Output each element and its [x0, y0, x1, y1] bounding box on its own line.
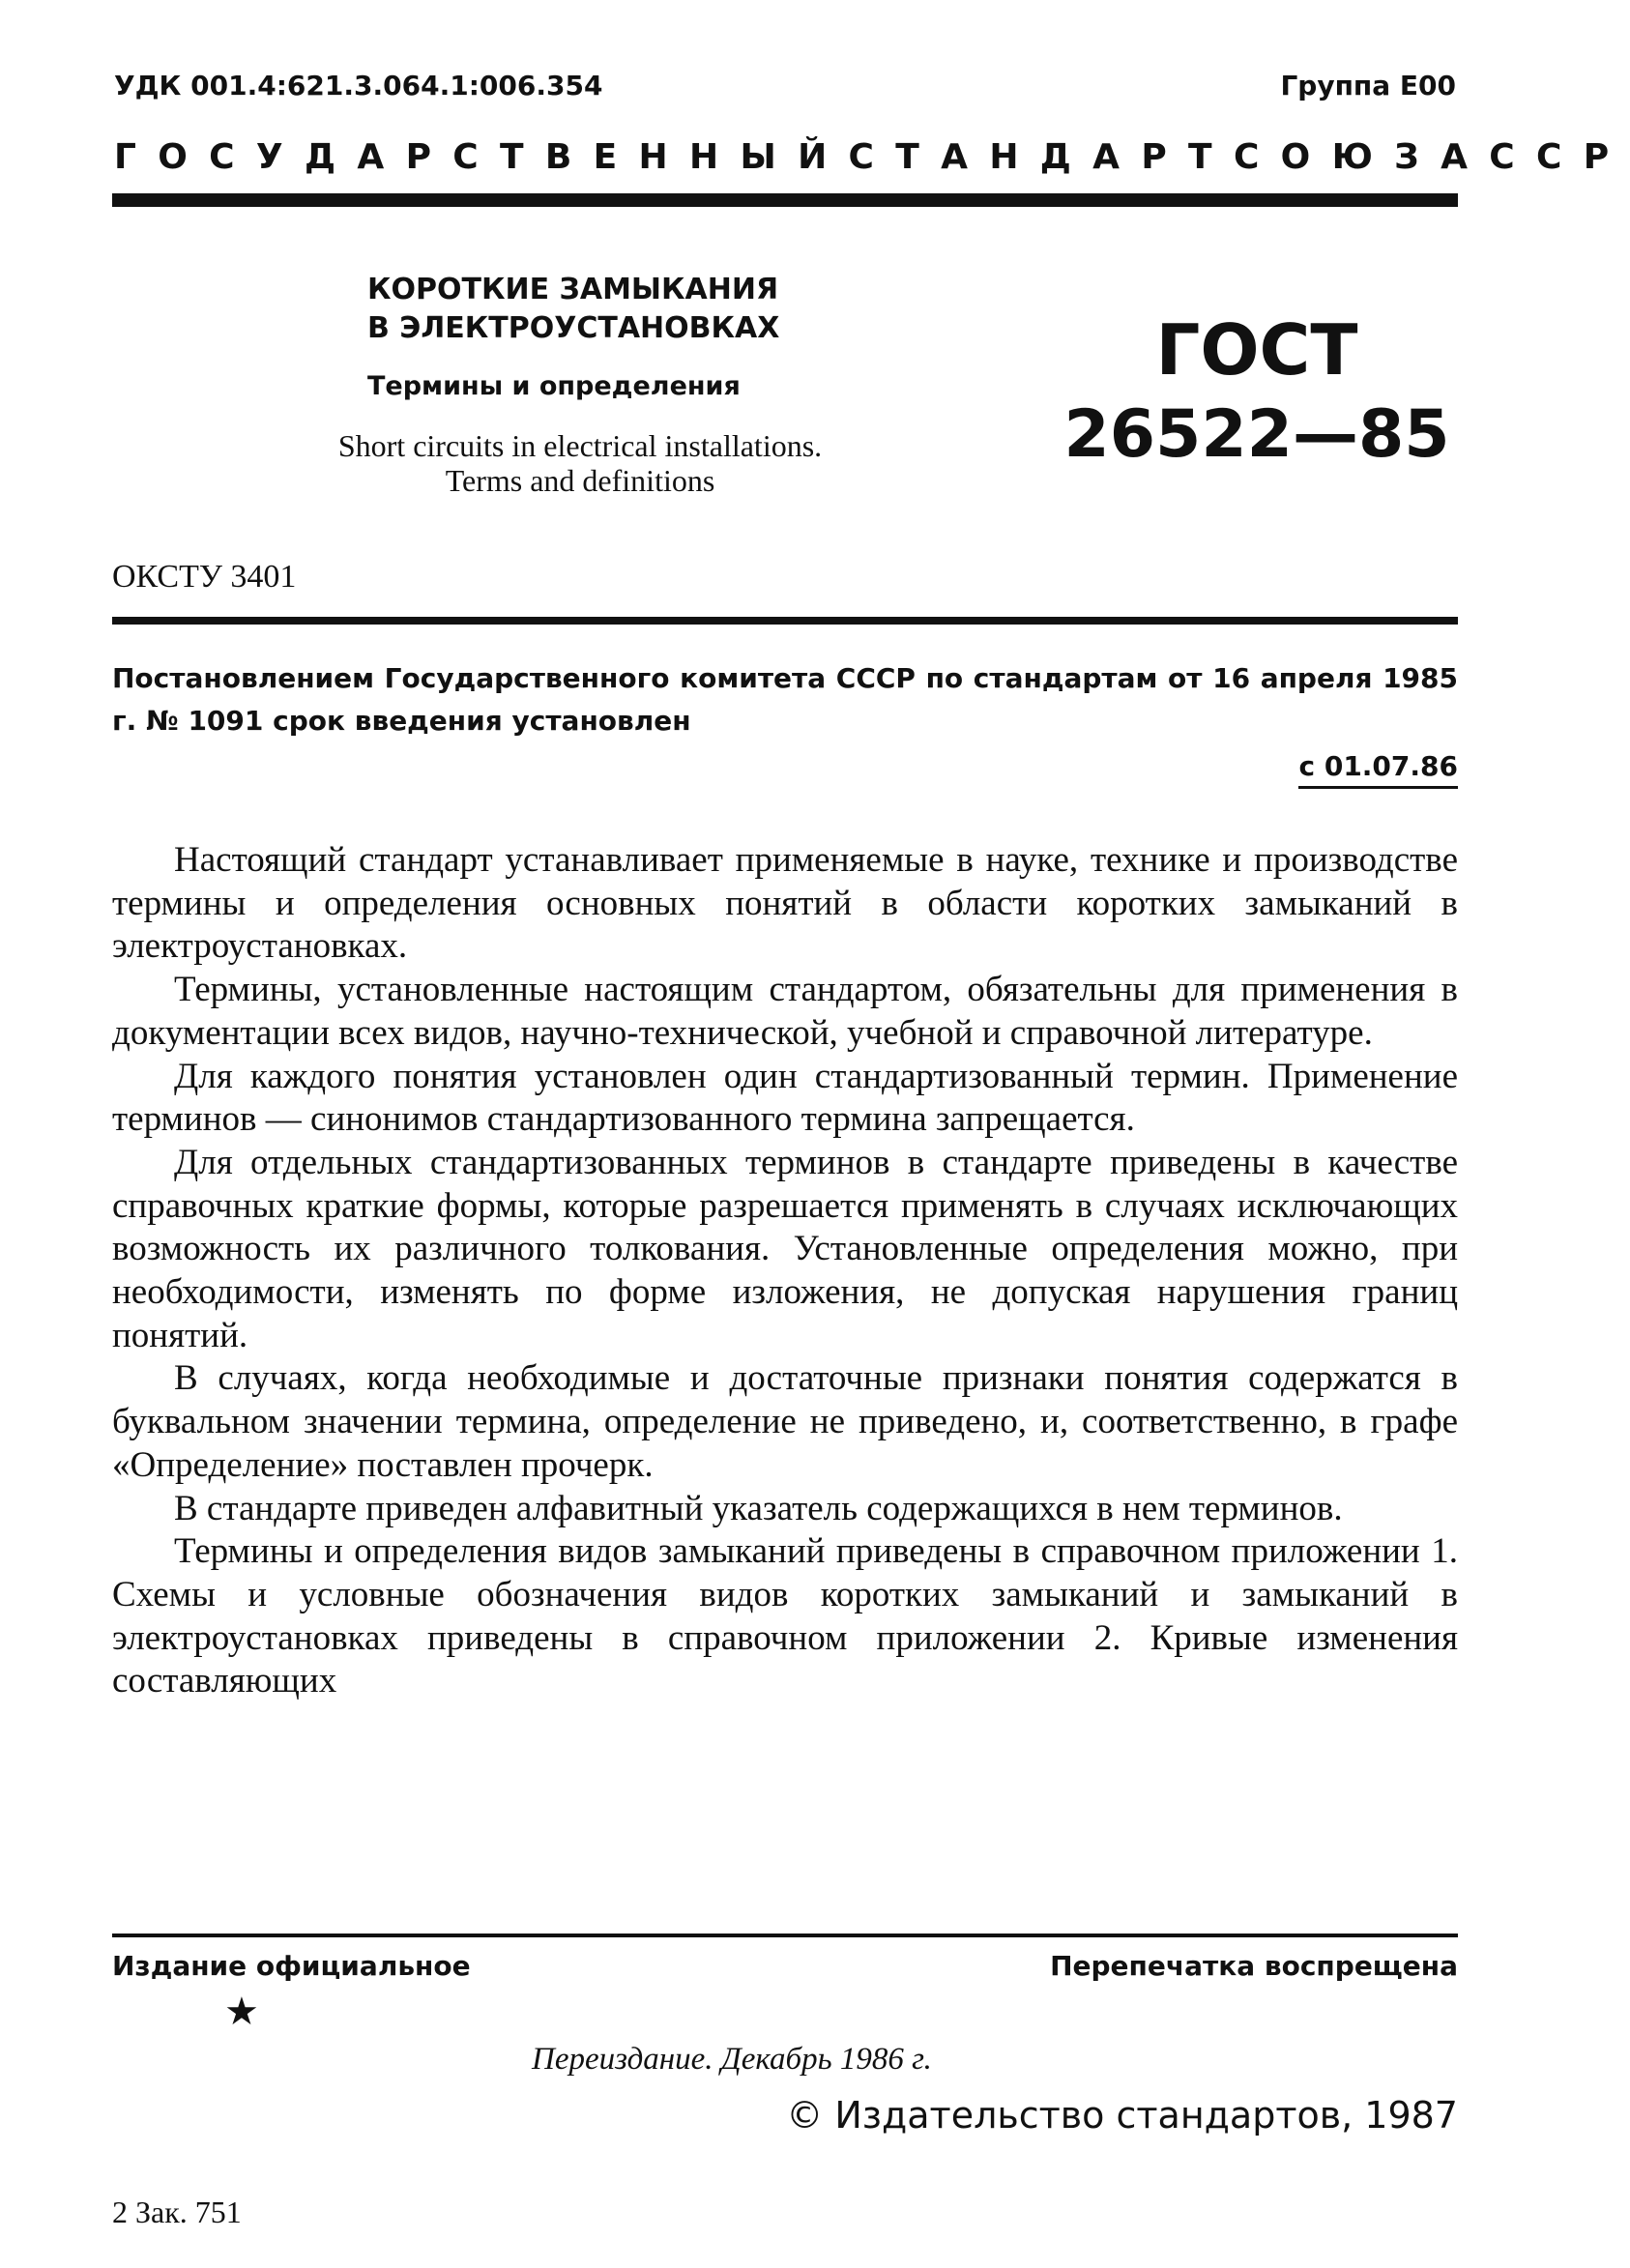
body-paragraph: В случаях, когда необходимые и достаточные признаки понятия содержатся в буквальном значении термина, определение не приведено, и, соответственно, в графе «Определение» поставлен прочерк.: [112, 1358, 1458, 1485]
reissue-note: Переиздание. Декабрь 1986 г.: [532, 2042, 932, 2077]
title-en: [251, 428, 909, 498]
subtitle-ru: Термины и определения: [367, 371, 741, 401]
title-en-line-2: Terms and definitions: [445, 463, 715, 498]
gost-number: 26522—85: [1063, 396, 1450, 473]
state-standard-heading: [114, 137, 1630, 177]
body-text: [112, 839, 1458, 1703]
title-ru-line-2: В ЭЛЕКТРОУСТАНОВКАХ: [367, 311, 780, 345]
body-paragraph: Термины и определения видов замыканий приведены в справочном приложении 1. Схемы и условные обозначения видов коротких замыканий и замыканий в электроустановках приведены в справочном приложении 2. Кривые изменения составляющих: [112, 1531, 1458, 1701]
state-standard-word: СТАНДАРТ: [848, 137, 1234, 177]
state-standard-word: ГОСУДАРСТВЕННЫЙ: [114, 137, 849, 177]
decree-text: Постановлением Государственного комитета СССР по стандартам от 16 апреля 1985 г. № 1091 срок введения установлен: [112, 662, 1458, 737]
no-reprint-label: Перепечатка воспрещена: [1050, 1950, 1458, 1982]
title-rule: [112, 617, 1458, 625]
title-en-line-1: Short circuits in electrical installations.: [337, 428, 823, 463]
body-paragraph: Для каждого понятия установлен один стандартизованный термин. Применение терминов — синонимов стандартизованного термина запрещается.: [112, 1056, 1458, 1140]
header-rule: [112, 193, 1458, 207]
body-paragraph: Термины, установленные настоящим стандартом, обязательны для применения в документации всех видов, научно-технической, учебной и справочной литературе.: [112, 970, 1458, 1053]
footer-rule: [112, 1934, 1458, 1937]
title-ru-line-1: КОРОТКИЕ ЗАМЫКАНИЯ: [367, 273, 779, 306]
group-code: Группа Е00: [1280, 70, 1456, 102]
order-number: 2 Зак. 751: [112, 2195, 242, 2229]
oksty-code: ОКСТУ 3401: [112, 559, 297, 595]
effective-date: с 01.07.86: [1298, 750, 1458, 789]
body-paragraph: Настоящий стандарт устанавливает применяемые в науке, технике и производстве термины и определения основных понятий в области коротких замыканий в электроустановках.: [112, 840, 1458, 967]
body-paragraph: В стандарте приведен алфавитный указатель содержащихся в нем терминов.: [174, 1488, 1343, 1528]
state-standard-word: ССР: [1489, 137, 1630, 177]
copyright-line: © Издательство стандартов, 1987: [786, 2094, 1458, 2137]
udk-code: УДК 001.4:621.3.064.1:006.354: [114, 70, 603, 102]
body-paragraph: Для отдельных стандартизованных терминов в стандарте приведены в качестве справочных краткие формы, которые разрешается применять в случаях исключающих возможность их различного толкования. Установленные определения можно, при необходимости, изменять по форме изложения, не допуская нарушения границ понятий.: [112, 1142, 1458, 1355]
state-standard-word: СОЮЗА: [1233, 137, 1490, 177]
star-icon: ★: [224, 1990, 259, 2034]
edition-label: Издание официальное: [112, 1950, 471, 1982]
title-block: [367, 271, 909, 404]
gost-label: ГОСТ: [1155, 309, 1358, 391]
